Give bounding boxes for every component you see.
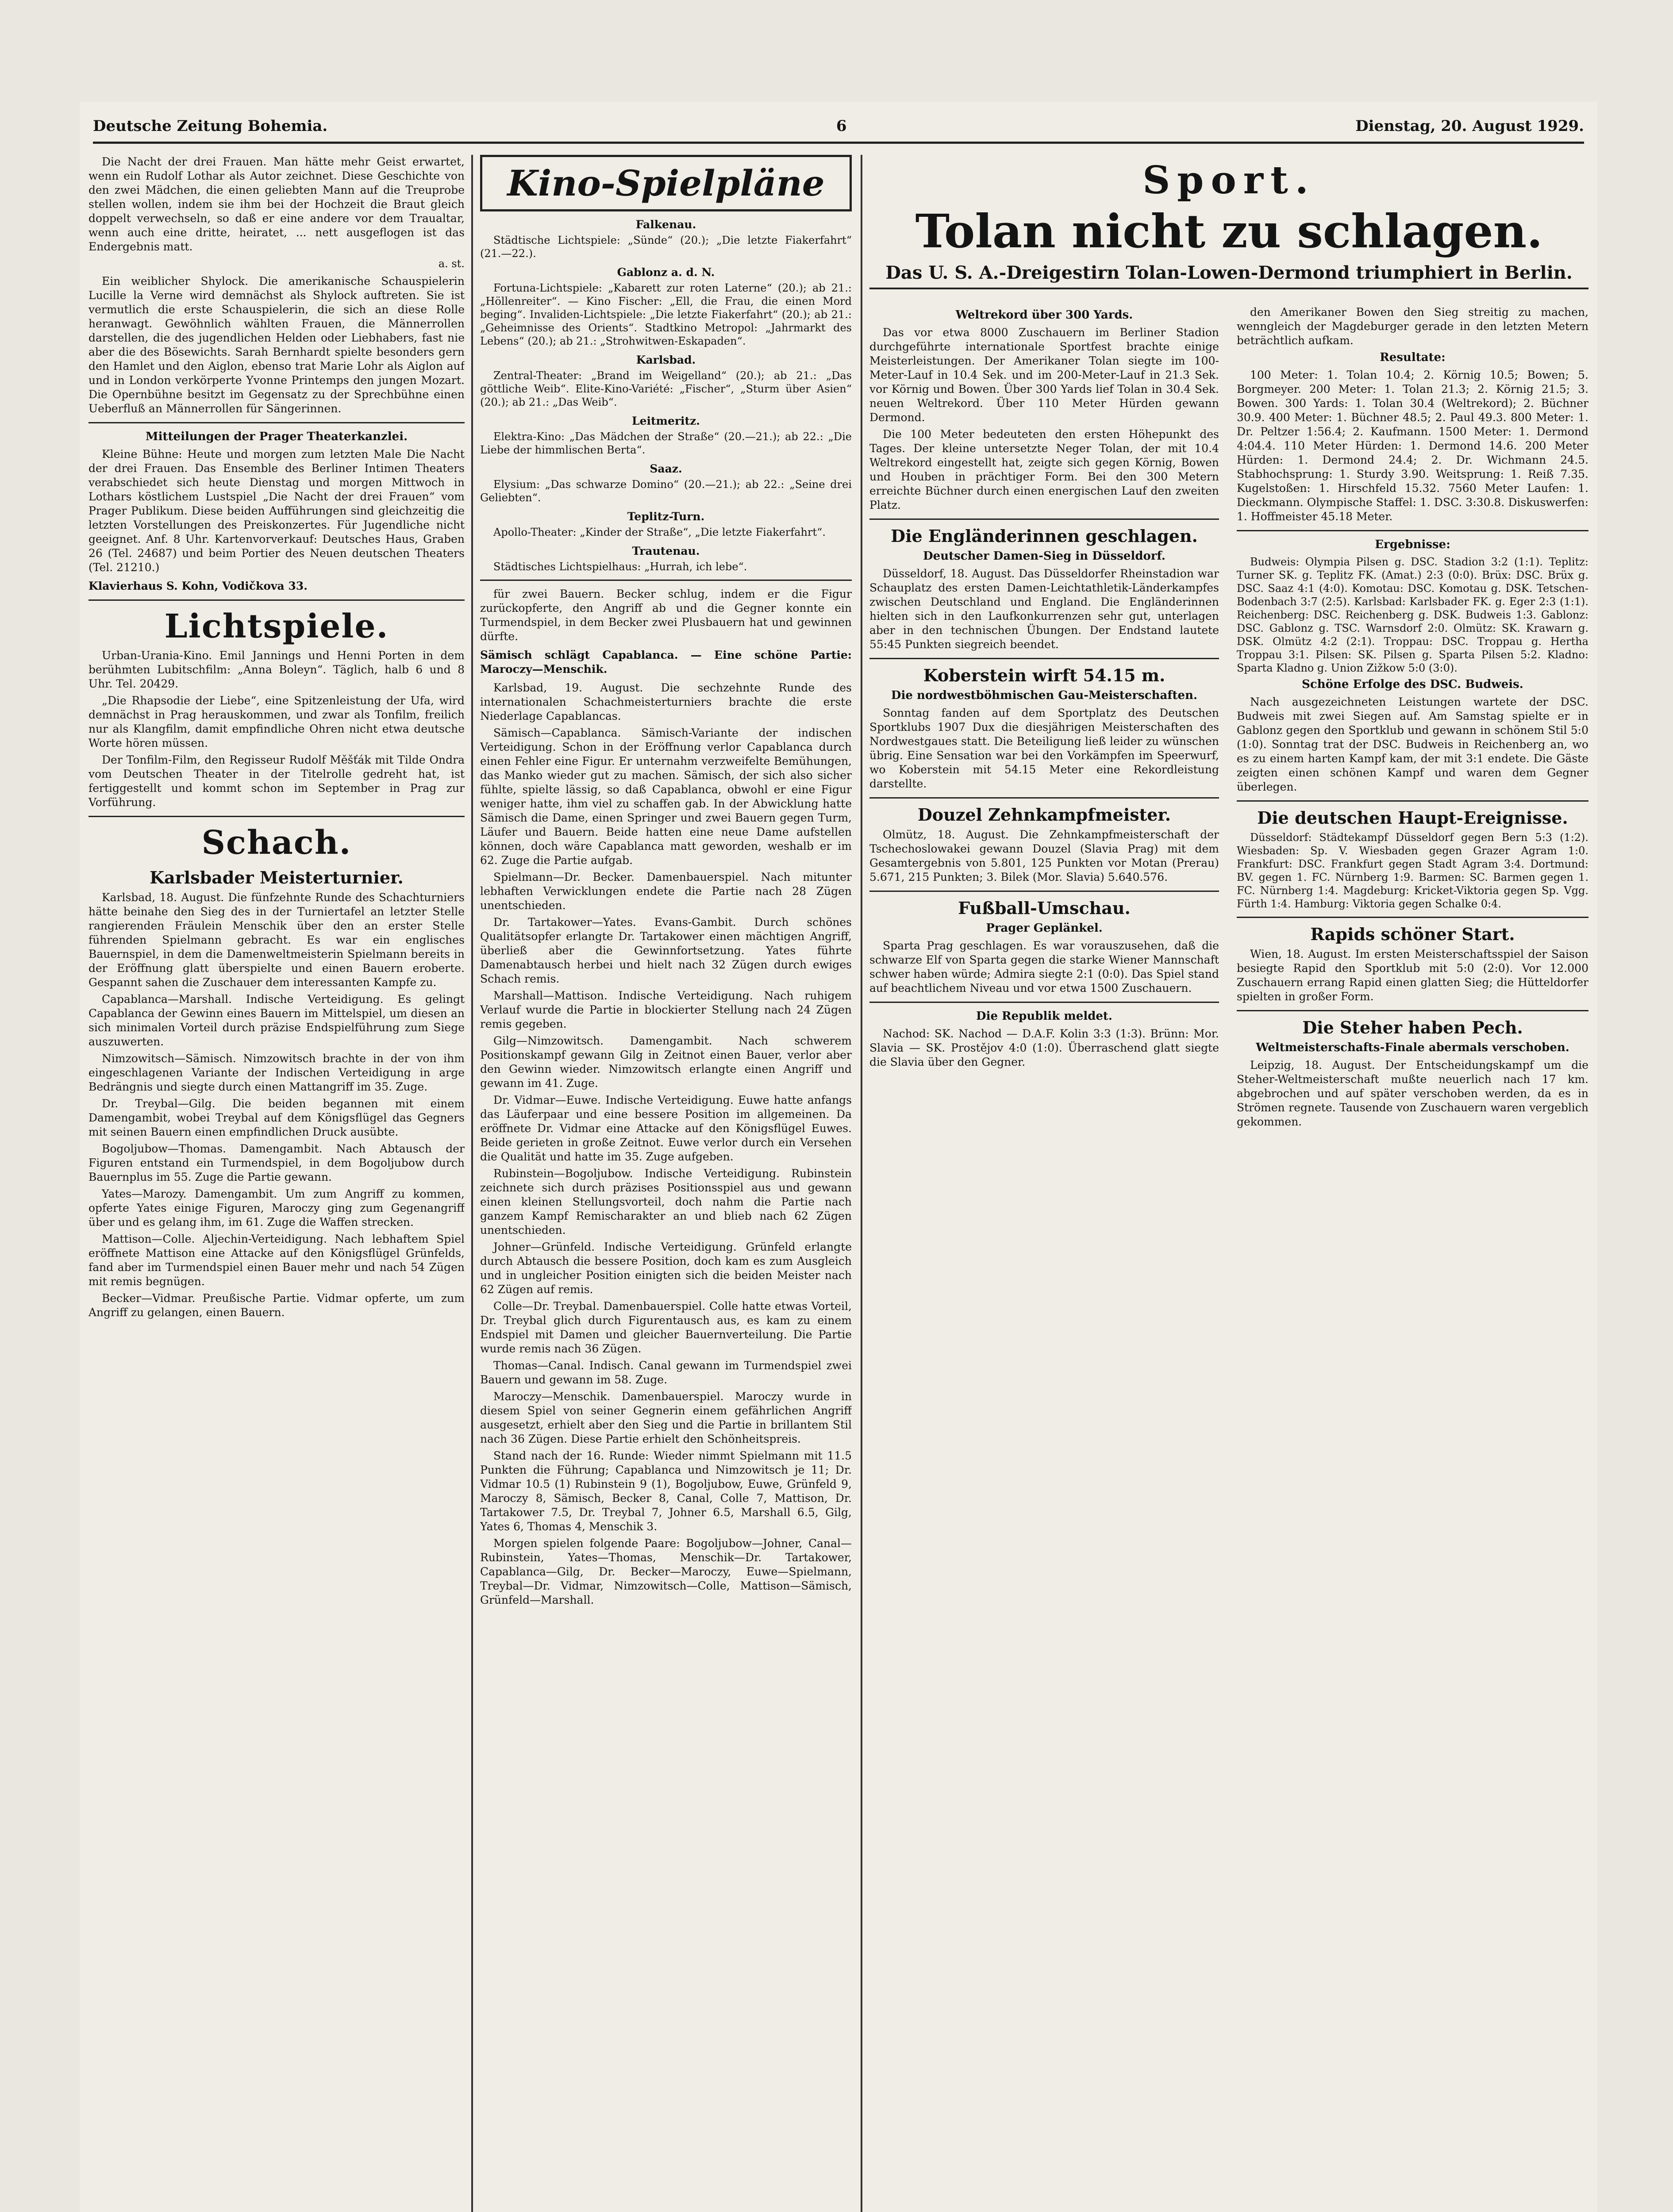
listing-text: Elektra-Kino: „Das Mädchen der Straße“ (20.—21.); ab 22.: „Die Liebe der himmlischen Berta“. (480, 430, 852, 456)
article-text: Spielmann—Dr. Becker. Damenbauerspiel. Nach mitunter lebhaften Verwicklungen endete die Partie nach 28 Zügen unentschieden. (480, 871, 852, 912)
article-text: Sonntag fanden auf dem Sportplatz des Deutschen Sportklubs 1907 Dux die diesjährigen Meisterschaften des Nordwestgaues statt. Die Beteiligung ließ leider zu wünschen übrig. Eine Sensation war bei den Vorkämpfen im Speerwurf, wo Koberstein mit 54.15 Meter eine Rekordleistung darstellte. (869, 707, 1219, 790)
listing-city: Saaz. (650, 462, 682, 475)
article-text: Urban-Urania-Kino. Emil Jannings und Henni Porten in dem berühmten Lubitschfilm: „Anna Boleyn“. Täglich, halb 6 und 8 Uhr. Tel. 20429. (88, 649, 465, 690)
article-text: Die 100 Meter bedeuteten den ersten Höhepunkt des Tages. Der kleine untersetzte Neger Tolan, der mit 10.4 Weltrekord eingestellt hat, zeigte sich gegen Körnig, Bowen und Houben in prächtiger Form. Bei den 300 Metern erreichte Büchner durch einen energischen Lauf den zweiten Platz. (869, 428, 1219, 511)
divider (1237, 530, 1588, 531)
article-text: Capablanca—Marshall. Indische Verteidigung. Es gelingt Capablanca der Gewinn eines Bauern im Mittelspiel, um diesen an sich minimalen Vorteil durch präzise Endspielführung zum Siege auszuwerten. (88, 993, 465, 1048)
article-headline: Die Engländerinnen geschlagen. (891, 526, 1198, 546)
article-text: „Die Rhapsodie der Liebe“, eine Spitzenleistung der Ufa, wird demnächst in Prag herauskommen, und zwar als Tonfilm, freilich nur als Klangfilm, damit empfindliche Ohren nicht etwa deutsche Worte hören müssen. (88, 694, 465, 749)
section-title: Lichtspiele. (164, 607, 389, 645)
section-heading: Mitteilungen der Prager Theaterkanzlei. (145, 430, 408, 443)
divider (1237, 800, 1588, 802)
column-rule (861, 155, 862, 2212)
listing-text: Städtische Lichtspiele: „Sünde“ (20.); „Die letzte Fiakerfahrt“ (21.—22.). (480, 234, 852, 260)
results-text: Budweis: Olympia Pilsen g. DSC. Stadion 3:2 (1:1). Teplitz: Turner SK. g. Teplitz FK. (Amat.) 2:3 (0:0). Brüx: DSC. Brüx g. DSC. Saaz 4:1 (4:0). Komotau: DSC. Komotau g. DSK. Tetschen-Bodenbach 3:7 (2:5). Karlsbad: Karlsbader FK. g. Eger 2:3 (1:1). Reichenberg: DSC. Reichenberg g. DSK. Budweis 1:3. Gablonz: DSC. Gablonz g. TSC. Warnsdorf 2:0. Olmütz: SK. Krawarn g. DSK. Olmütz 4:2 (2:1). Troppau: DSC. Troppau g. Hertha Troppau 3:1. Pilsen: SK. Pilsen g. Sparta Pilsen 5:2. Kladno: Sparta Kladno g. Union Zižkow 5:0 (3:0). (1237, 556, 1588, 674)
article-text: Das vor etwa 8000 Zuschauern im Berliner Stadion durchgeführte internationale Sportfest brachte einige Meisterleistungen. Der Amerikaner Tolan siegte im 100-Meter-Lauf in 10.4 Sek. und im 200-Meter-Lauf in 21.3 Sek. vor Körnig und Bowen. Über 300 Yards lief Tolan in 30.4 Sek. neuen Weltrekord. Über 110 Meter Hürden gewann Dermond. (869, 326, 1219, 424)
listing-city: Gablonz a. d. N. (617, 266, 715, 279)
article-text: Nimzowitsch—Sämisch. Nimzowitsch brachte in der von ihm eingeschlagenen Variante der Indischen Verteidigung in arge Bedrängnis und siegte durch einen Mattangriff im 35. Zuge. (88, 1052, 465, 1093)
article-text: Dr. Tartakower—Yates. Evans-Gambit. Durch schönes Qualitätsopfer erlangte Dr. Tartakower einen mächtigen Angriff, überließ aber die Gewinnfortsetzung. Yates führte Damenabtausch herbei und hielt nach 32 Zügen durch ewiges Schach remis. (480, 916, 852, 985)
article-text: Nach ausgezeichneten Leistungen wartete der DSC. Budweis mit zwei Siegen auf. Am Samstag spielte er in Gablonz gegen den Sportklub und gewann in schönem Stil 5:0 (1:0). Sonntag trat der DSC. Budweis in Reichenberg an, wo es zu einem harten Kampf kam, der mit 3:1 endete. Die Gäste zeigten einen schönen Kampf und waren dem Gegner überlegen. (1237, 695, 1588, 793)
sport-subcolumn-left (869, 305, 1219, 1072)
article-text: Rubinstein—Bogoljubow. Indische Verteidigung. Rubinstein zeichnete sich durch präzises Positionsspiel aus und gewann einen kleinen Stellungsvorteil, doch nahm die Partie nach ganzem Kampf Remischarakter an und blieb nach 62 Zügen unentschieden. (480, 1167, 852, 1237)
article-subheadline: Deutscher Damen-Sieg in Düsseldorf. (923, 549, 1165, 563)
issue-date: Dienstag, 20. August 1929. (1355, 117, 1584, 135)
newspaper-page (80, 102, 1597, 2212)
article-text: Bogoljubow—Thomas. Damengambit. Nach Abtausch der Figuren entstand ein Turmendspiel, in dem Bogoljubow durch Bauernplus im 55. Zuge die Partie gewann. (88, 1142, 465, 1183)
listing-city: Karlsbad. (636, 353, 696, 366)
divider (1237, 917, 1588, 918)
column-rule (471, 155, 473, 2212)
article-headline: Die Republik meldet. (976, 1010, 1112, 1023)
article-text: Johner—Grünfeld. Indische Verteidigung. Grünfeld erlangte durch Abtausch die bessere Position, doch kam es zum Ausgleich und in ungleicher Position einigten sich die beiden Meister nach 62 Zügen auf remis. (480, 1240, 852, 1296)
article-headline: Sämisch schlägt Capablanca. — Eine schöne Partie: Maroczy—Menschik. (480, 649, 852, 676)
article-subheadline: Die nordwestböhmischen Gau-Meisterschaften. (891, 689, 1198, 702)
divider (88, 816, 465, 817)
article-headline: Fußball-Umschau. (958, 898, 1131, 918)
divider (480, 580, 852, 581)
section-title: Schach. (201, 824, 352, 862)
article-text: Die Nacht der drei Frauen. Man hätte mehr Geist erwartet, wenn ein Rudolf Lothar als Autor zeichnet. Diese Geschichte von den zwei Mädchen, die einen geliebten Mann auf die Treuprobe stellen wollen, indem sie ihm bei der Hochzeit die Braut gleich doppelt verwechseln, so daß er eine andere vor dem Traualtar, wenn auch eine dritte, heiratet, ... nett ausgeflogen ist das Endergebnis matt. (88, 155, 465, 253)
divider (869, 658, 1219, 659)
article-text: Yates—Marozy. Damengambit. Um zum Angriff zu kommen, opferte Yates einige Figuren, Maroczy ging zum Gegenangriff über und es gelang ihm, im 61. Zuge die Waffen strecken. (88, 1187, 465, 1229)
divider (869, 1002, 1219, 1003)
article-text: Mattison—Colle. Aljechin-Verteidigung. Nach lebhaftem Spiel eröffnete Mattison eine Attacke auf den Königsflügel Grünfelds, fand aber im Turmendspiel einen Bauer mehr und nach 54 Zügen mit remis begnügen. (88, 1233, 465, 1288)
article-text: Sämisch—Capablanca. Sämisch-Variante der indischen Verteidigung. Schon in der Eröffnung verlor Capablanca durch einen Fehler eine Figur. Er unternahm verzweifelte Bemühungen, das Manko wieder gut zu machen. Sämisch, der sich also sicher fühlte, spielte lässig, so daß Capablanca, obwohl er eine Figur weniger hatte, ihm viel zu schaffen gab. In der Abwicklung hatte Sämisch die Dame, einen Springer und zwei Bauern gegen Turm, Läufer und Bauern. Beide hatten eine neue Dame aufstellen können, doch wäre Capablanca matt geworden, weshalb er im 62. Zuge die Partie aufgab. (480, 726, 852, 867)
listing-text: Zentral-Theater: „Brand im Weigelland“ (20.); ab 21.: „Das göttliche Weib“. Elite-Kino-Variété: „Fischer“, „Sturm über Asien“ (20.); ab 21.: „Das Weib“. (480, 369, 852, 408)
article-headline: Douzel Zehnkampfmeister. (917, 805, 1171, 825)
article-text: Leipzig, 18. August. Der Entscheidungskampf um die Steher-Weltmeisterschaft mußte neuerlich nach 17 km. abgebrochen und auf später verschoben werden, da es in Strömen regnete. Tausende von Zuschauern waren vergeblich gekommen. (1237, 1059, 1588, 1128)
article-text: Gilg—Nimzowitsch. Damengambit. Nach schwerem Positionskampf gewann Gilg in Zeitnot einen Bauer, verlor aber den Gewinn wieder. Nimzowitsch erlangte einen Angriff und gewann im 41. Zuge. (480, 1034, 852, 1090)
listing-text: Elysium: „Das schwarze Domino“ (20.—21.); ab 22.: „Seine drei Geliebten“. (480, 478, 852, 504)
divider (869, 797, 1219, 799)
divider (869, 518, 1219, 520)
kino-listings (480, 218, 852, 573)
article-headline: Die deutschen Haupt-Ereignisse. (1257, 808, 1568, 828)
article-subheadline: Ergebnisse: (1375, 538, 1450, 551)
article-headline: Weltrekord über 300 Yards. (955, 308, 1133, 322)
article-text: Der Tonfilm-Film, den Regisseur Rudolf Měšťák mit Tilde Ondra vom Deutschen Theater in der Titelrolle gedreht hat, ist fertiggestellt und kommt schon im September in Prag zur Vorführung. (88, 753, 465, 809)
article-text: Wien, 18. August. Im ersten Meisterschaftsspiel der Saison besiegte Rapid den Sportklub mit 5:0 (2:0). Vor 12.000 Zuschauern errang Rapid einen glatten Sieg; die Hütteldorfer spielten in großer Form. (1237, 948, 1588, 1003)
article-text: Sparta Prag geschlagen. Es war vorauszusehen, daß die schwarze Elf von Sparta gegen die starke Wiener Mannschaft schwer haben würde; Admira siegte 2:1 (0:0). Das Spiel stand auf beachtlichem Niveau und vor etwa 1500 Zuschauern. (869, 939, 1219, 995)
article-headline: Koberstein wirft 54.15 m. (923, 665, 1165, 685)
listing-city: Leitmeritz. (631, 415, 700, 427)
article-headline: Karlsbader Meisterturnier. (150, 868, 404, 887)
article-text: für zwei Bauern. Becker schlug, indem er die Figur zurückopferte, den Angriff ab und die Gegner konnte ein Turmendspiel, in dem Becker zwei Plusbauern hat und gewinnen dürfte. (480, 588, 852, 643)
advert-line: Klavierhaus S. Kohn, Vodičkova 33. (88, 580, 308, 592)
listing-text: Fortuna-Lichtspiele: „Kabarett zur roten Laterne“ (20.); ab 21.: „Höllenreiter“. — Kino Fischer: „Ell, die Frau, die einen Mord beging“. Invaliden-Lichtspiele: „Die letzte Fiakerfahrt“ (20.); ab 21.: „Geheimnisse des Orients“. Stadtkino Metropol: „Jahrmarkt des Lebens“ (20.); ab 21.: „Strohwitwen-Eskapaden“. (480, 282, 852, 347)
masthead: Deutsche Zeitung Bohemia. (93, 117, 328, 135)
article-headline: Tolan nicht zu schlagen. (915, 204, 1543, 258)
article-text: Ein weiblicher Shylock. Die amerikanische Schauspielerin Lucille la Verne wird demnächst als Shylock auftreten. Sie ist vermutlich die erste Schauspielerin, die sich an diese Rolle heranwagt. Gewöhnlich wählten Frauen, die Männerrollen darstellen, die des jugendlichen Helden oder Liebhabers, fast nie aber die des Bösewichts. Sarah Bernhardt spielte besonders gern den Hamlet und den Aiglon, ebenso trat Marie Lohr als Aiglon auf und in London verkörperte Yvonne Printemps den jungen Mozart. Die Opernbühne besitzt im Gegensatz zu der Sprechbühne einen Ueberfluß an Männerrollen für Sängerinnen. (88, 275, 465, 415)
sport-subcolumn-right (1237, 305, 1588, 1132)
listing-city: Falkenau. (635, 218, 696, 231)
kino-heading: Kino-Spielpläne (480, 155, 852, 211)
article-text: Dr. Treybal—Gilg. Die beiden begannen mit einem Damengambit, wobei Treybal auf dem Königsflügel das Gegners mit seinen Bauern einen empfindlichen Druck ausübte. (88, 1097, 465, 1138)
article-subheadline: Resultate: (1380, 351, 1446, 364)
article-subheadline: Das U. S. A.-Dreigestirn Tolan-Lowen-Dermond triumphiert in Berlin. (869, 262, 1588, 289)
results-text: Düsseldorf: Städtekampf Düsseldorf gegen Bern 5:3 (1:2). Wiesbaden: Sp. V. Wiesbaden gegen Grazer Agram 1:0. Frankfurt: DSC. Frankfurt gegen Stadt Agram 3:4. Dortmund: BV. gegen 1. FC. Nürnberg 1:9. Barmen: SC. Barmen gegen 1. FC. Nürnberg 1:4. Magdeburg: Kricket-Viktoria gegen Sp. Vgg. Fürth 1:4. Hamburg: Viktoria gegen Schalke 0:4. (1237, 831, 1588, 910)
article-text: Maroczy—Menschik. Damenbauerspiel. Maroczy wurde in diesem Spiel von seiner Gegnerin einem gefährlichen Angriff ausgesetzt, erhielt aber den Sieg und die Partie in brillantem Stil nach 36 Zügen. Diese Partie erhielt den Schönheitspreis. (480, 1390, 852, 1445)
article-text: Olmütz, 18. August. Die Zehnkampfmeisterschaft der Tschechoslowakei gewann Douzel (Slavia Prag) mit dem Gesamtergebnis von 5.801, 125 Punkten vor Motan (Prerau) 5.671, 215 Punkten; 3. Bilek (Mor. Slavia) 5.640.576. (869, 828, 1219, 883)
page-header (93, 111, 1584, 144)
listing-text: Städtisches Lichtspielhaus: „Hurrah, ich lebe“. (493, 561, 747, 573)
listing-city: Teplitz-Turn. (627, 510, 705, 523)
article-text: Kleine Bühne: Heute und morgen zum letzten Male Die Nacht der drei Frauen. Das Ensemble des Berliner Intimen Theaters verabschiedet sich heute Dienstag und morgen Mittwoch in Lothars köstlichem Lustspiel „Die Nacht der drei Frauen“ vom Prager Publikum. Diese beiden Aufführungen sind gleichzeitig die letzten Vorstellungen des Preiskonzertes. Für Jugendliche nicht geeignet. Anf. 8 Uhr. Kartenvorverkauf: Deutsches Haus, Graben 26 (Tel. 24687) und beim Portier des Neuen deutschen Theaters (Tel. 21210.) (88, 448, 465, 574)
listing-city: Trautenau. (632, 545, 700, 557)
divider (1237, 1010, 1588, 1011)
results-text: 100 Meter: 1. Tolan 10.4; 2. Körnig 10.5; Bowen; 5. Borgmeyer. 200 Meter: 1. Tolan 21.3; 2. Körnig 21.5; 3. Bowen. 300 Yards: 1. Tolan 30.4 (Weltrekord); 2. Büchner 30.9. 400 Meter: 1. Büchner 48.5; 2. Paul 49.3. 800 Meter: 1. Dr. Peltzer 1:56.4; 2. Kaufmann. 1500 Meter: 1. Dermond 4:04.4. 110 Meter Hürden: 1. Dermond 14.6. 200 Meter Hürden: 1. Dermond 24.4; 2. Dr. Wichmann 24.5. Stabhochsprung: 1. Sturdy 3.90. Weitsprung: 1. Reiß 7.35. Kugelstoßen: 1. Hirschfeld 15.32. 7560 Meter Laufen: 1. Dieckmann. Olympische Staffel: 1. DSC. 3:30.8. Diskuswerfen: 1. Hoffmeister 45.18 Meter. (1237, 369, 1588, 523)
article-text: Becker—Vidmar. Preußische Partie. Vidmar opferte, um zum Angriff zu gelangen, einen Bauern. (88, 1292, 465, 1319)
article-text: Marshall—Mattison. Indische Verteidigung. Nach ruhigem Verlauf wurde die Partie in blockierter Stellung nach 24 Zügen remis gegeben. (480, 989, 852, 1030)
page-number: 6 (836, 117, 847, 135)
article-headline: Die Steher haben Pech. (1302, 1018, 1523, 1037)
article-subheadline: Schöne Erfolge des DSC. Budweis. (1302, 678, 1523, 691)
article-headline: Rapids schöner Start. (1310, 924, 1515, 944)
article-text: Karlsbad, 18. August. Die fünfzehnte Runde des Schachturniers hätte beinahe den Sieg des in der Turniertafel an letzter Stelle rangierenden Fräulein Menschik über den an erster Stelle führenden Spielmann gebracht. Es war ein englisches Bauernspiel, in dem die Damenweltmeisterin Spielmann bereits in der Eröffnung glatt überspielte und einen Bauern eroberte. Gespannt sahen die Zuschauer dem interessanten Kampfe zu. (88, 891, 465, 989)
article-text: Dr. Vidmar—Euwe. Indische Verteidigung. Euwe hatte anfangs das Läuferpaar und eine bessere Position im allgemeinen. Da eröffnete Dr. Vidmar eine Attacke auf den Königsflügel Euwes. Beide gerieten in große Zeitnot. Euwe verlor durch ein Versehen die Qualität und hatte im 35. Zuge aufgeben. (480, 1094, 852, 1163)
column-sport (869, 155, 1588, 2212)
article-subheadline: Prager Geplänkel. (986, 922, 1103, 935)
signature: a. st. (438, 257, 465, 270)
article-text: Düsseldorf, 18. August. Das Düsseldorfer Rheinstadion war Schauplatz des ersten Damen-Leichtathletik-Länderkampfes zwischen Deutschland und England. Die Engländerinnen hielten sich in den Laufkonkurrenzen sehr gut, unterlagen aber in den technischen Übungen. Der Endstand lautete 55:45 Punkten siegreich beendet. (869, 567, 1219, 651)
divider (88, 422, 465, 423)
divider (88, 599, 465, 601)
article-text: Morgen spielen folgende Paare: Bogoljubow—Johner, Canal—Rubinstein, Yates—Thomas, Menschik—Dr. Tartakower, Capablanca—Gilg, Dr. Becker—Maroczy, Euwe—Spielmann, Treybal—Dr. Vidmar, Nimzowitsch—Colle, Mattison—Sämisch, Grünfeld—Marshall. (480, 1537, 852, 1606)
article-text: Nachod: SK. Nachod — D.A.F. Kolin 3:3 (1:3). Brünn: Mor. Slavia — SK. Prostějov 4:0 (1:0). Überraschend glatt siegte die Slavia über den Gegner. (869, 1027, 1219, 1068)
article-text: Thomas—Canal. Indisch. Canal gewann im Turmendspiel zwei Bauern und gewann im 58. Zuge. (480, 1359, 852, 1386)
article-subheadline: Weltmeisterschafts-Finale abermals verschoben. (1256, 1041, 1569, 1054)
article-text: den Amerikaner Bowen den Sieg streitig zu machen, wenngleich der Magdeburger gerade in den letzten Metern beträchtlich aufkam. (1237, 306, 1588, 347)
section-title: Sport. (1142, 158, 1315, 203)
article-text: Colle—Dr. Treybal. Damenbauerspiel. Colle hatte etwas Vorteil, Dr. Treybal glich durch Figurentausch aus, es kam zu einem Endspiel mit Damen und gleicher Bauernverteilung. Die Partie wurde remis nach 36 Zügen. (480, 1300, 852, 1355)
divider (869, 891, 1219, 892)
column-theater-schach (88, 155, 465, 2212)
article-text: Stand nach der 16. Runde: Wieder nimmt Spielmann mit 11.5 Punkten die Führung; Capablanca und Nimzowitsch je 11; Dr. Vidmar 10.5 (1) Rubinstein 9 (1), Bogoljubow, Euwe, Grünfeld 9, Maroczy 8, Sämisch, Becker 8, Canal, Colle 7, Mattison, Dr. Tartakower 7.5, Dr. Treybal 7, Johner 6.5, Marshall 6.5, Gilg, Yates 6, Thomas 4, Menschik 3. (480, 1449, 852, 1533)
article-text: Karlsbad, 19. August. Die sechzehnte Runde des internationalen Schachmeisterturniers brachte die erste Niederlage Capablancas. (480, 681, 852, 722)
column-kino-schach (480, 155, 852, 2212)
listing-text: Apollo-Theater: „Kinder der Straße“, „Die letzte Fiakerfahrt“. (493, 526, 826, 538)
